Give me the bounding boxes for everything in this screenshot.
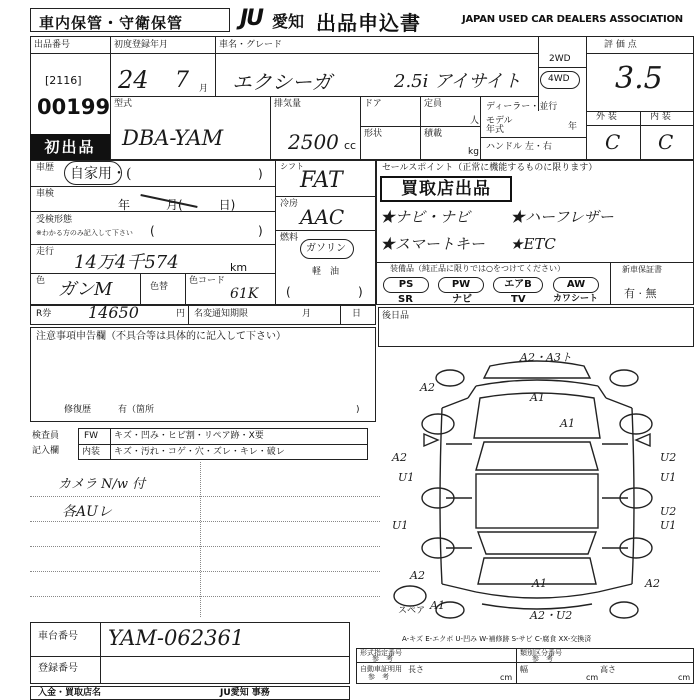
bottom-strip-label: 入金・買取店名 — [38, 688, 102, 698]
note-line-1: カメラ N/w 付 — [58, 477, 146, 492]
color-change-label: 色替 — [150, 282, 169, 292]
recycle-yen: 円 — [176, 309, 186, 319]
first-reg-month: 7 — [175, 68, 189, 93]
dealer-parallel: ディーラー・並行 — [486, 102, 558, 112]
drive-4wd: 4WD — [548, 74, 570, 84]
color-code: 61K — [230, 286, 259, 302]
capacity-unit: 人 — [470, 116, 480, 126]
sales-point-3: ★スマートキー — [380, 235, 485, 253]
score-label: 評 価 点 — [604, 40, 637, 50]
caution-label: 注意事項申告欄（不具合等は具体的に記入して下さい） — [36, 331, 286, 342]
lot-number: 00199 — [37, 95, 111, 119]
load-unit: kg — [468, 147, 479, 157]
org-logo: JU — [240, 6, 263, 31]
sales-point-4: ★ETC — [510, 235, 556, 253]
spec-width: 幅 — [520, 665, 528, 674]
fuel-paren-open: ( — [286, 285, 291, 299]
name-change-label: 名変通知期限 — [194, 309, 249, 319]
spec-cm-3: cm — [678, 673, 691, 682]
mark-roof: A1 — [560, 417, 575, 430]
spec-ref-1: 参 考 — [372, 655, 393, 663]
registration-number-label: 登録番号 — [38, 663, 78, 674]
first-reg-year: 24 — [118, 66, 149, 94]
equip-ps: PS — [383, 277, 429, 293]
shift-value: FAT — [300, 168, 343, 193]
equip-navi: ナビ — [452, 294, 472, 305]
sales-point-title: セールスポイント（正常に機能するものに限ります） — [382, 163, 598, 173]
model-year-label: モデル 年式 — [486, 116, 513, 136]
interior-grade: C — [658, 130, 674, 154]
displacement-value: 2500 — [288, 130, 339, 154]
fw-items: キズ・凹み・ヒビ割・リペア跡・X要 — [114, 431, 264, 441]
use-label: 車歴 — [36, 163, 55, 173]
cert-sub: 参 考 — [368, 673, 389, 681]
spec-title-1: 形式指定番号 — [360, 649, 402, 657]
repair-value: 有（箇所 — [118, 405, 155, 415]
year-unit: 年 — [568, 122, 578, 132]
mark-hood: A1 — [530, 391, 545, 404]
equip-leather: カワシート — [553, 294, 599, 304]
spec-height: 高さ — [600, 665, 616, 674]
type-label: 型式 — [114, 99, 133, 109]
chassis-label: 車台番号 — [38, 631, 78, 642]
use-close: ) — [258, 167, 263, 181]
bottom-strip-right: JU愛知 事務 — [220, 688, 270, 698]
ac-value: AAC — [300, 205, 345, 229]
lot-label: 出品番号 — [34, 40, 71, 50]
repair-label: 修復歴 — [64, 405, 92, 415]
warranty-value: 有 · 無 — [624, 287, 657, 300]
after-items-box — [378, 307, 694, 347]
equipment-title: 装備品（純正品に限りでは○をつけてください） — [390, 264, 565, 273]
sales-point-2: ★ハーフレザー — [510, 208, 614, 226]
receiving-label: 受検形態 — [36, 215, 73, 225]
fuel-label: 燃料 — [280, 233, 299, 243]
capacity-label: 定員 — [424, 99, 443, 109]
mark-front-bumper: A2・A3ト — [520, 351, 572, 364]
mark-right-fender: U2 — [660, 451, 677, 464]
mark-front-left: A2 — [420, 381, 435, 394]
recycle-label: R券 — [36, 309, 52, 319]
spec-title-2: 類別区分番号 — [520, 649, 562, 657]
note-line-2: 各AUレ — [62, 504, 112, 520]
recycle-value: 14650 — [88, 303, 139, 322]
mark-right-door-rear: U1 — [660, 519, 677, 532]
mileage-unit: km — [230, 261, 248, 274]
model-grade-label: 車名・グレード — [219, 40, 283, 50]
entry-label: 記入欄 — [32, 446, 60, 456]
equip-pw: PW — [438, 277, 484, 293]
light-oil-label: 軽 油 — [312, 267, 340, 277]
displacement-label: 排気量 — [274, 99, 302, 109]
shift-label: シフト — [280, 162, 304, 171]
association-name: JAPAN USED CAR DEALERS ASSOCIATION — [462, 14, 683, 25]
after-items-label: 後日品 — [382, 311, 410, 321]
color-code-label: 色コード — [189, 276, 226, 286]
drive-2wd: 2WD — [549, 54, 571, 64]
spec-ref-2: 参 考 — [532, 655, 553, 663]
mark-rear-lower: A1 — [430, 599, 445, 612]
name-change-day: 日 — [352, 309, 362, 319]
mark-rear-left: A2 — [410, 569, 425, 582]
mark-right-door-front: U1 — [660, 471, 677, 484]
load-label: 積載 — [424, 129, 443, 139]
receiving-close: ) — [258, 224, 263, 238]
mark-left-door-front: U1 — [398, 471, 415, 484]
receiving-note: ※わかる方のみ記入して下さい — [36, 229, 133, 237]
doors-label: ドア — [364, 99, 382, 109]
interior-label: 内 装 — [650, 112, 671, 122]
receiving-paren: ( — [150, 224, 155, 238]
fw-label: FW — [84, 431, 99, 441]
inspection-line: 年 月( 日) — [118, 198, 236, 212]
org-name: 愛知 — [272, 12, 305, 31]
int-items: キズ・汚れ・コゲ・穴・ズレ・キレ・破レ — [114, 447, 285, 457]
score-value: 3.5 — [615, 61, 663, 96]
storage-note: 車内保管・守衛保管 — [39, 14, 184, 32]
equip-airbag: エアB — [493, 277, 543, 293]
spare-label: スペア — [398, 606, 426, 616]
model-name: エクシーガ — [232, 70, 332, 94]
shape-label: 形状 — [364, 129, 383, 139]
displacement-unit: cc — [344, 139, 357, 152]
mark-left-door-rear: U1 — [392, 519, 409, 532]
model-grade: 2.5i アイサイト — [394, 71, 522, 92]
color-label: 色 — [36, 276, 46, 286]
storage-note-box — [30, 8, 230, 32]
exterior-grade: C — [605, 130, 621, 154]
chassis-number: YAM-062361 — [108, 626, 245, 650]
mileage-value: 14万4千574 — [74, 252, 179, 273]
fuel-paren-close: ) — [358, 285, 363, 299]
damage-legend: A-キズ E-エクボ U-凹み W-補修跡 S-サビ C-腐食 XX-交換済 — [402, 635, 592, 643]
color-value: ガンM — [58, 279, 113, 300]
inspector-label: 検査員 — [32, 431, 60, 441]
fuel-value: ガソリン — [306, 243, 346, 254]
type-value: DBA-YAM — [122, 126, 224, 150]
use-circle — [64, 161, 122, 185]
ac-label: 冷房 — [280, 199, 299, 209]
buyer-store-stamp: 買取店出品 — [380, 176, 512, 202]
warranty-label: 新車保証書 — [622, 265, 662, 274]
int-label: 内装 — [82, 447, 101, 457]
use-value: 自家用・( — [70, 166, 132, 182]
first-reg-label: 初度登録年月 — [114, 40, 169, 50]
equip-sr: SR — [398, 294, 413, 305]
repair-close: ) — [356, 405, 360, 415]
equip-aw: AW — [553, 277, 599, 293]
mark-left-fender: A2 — [392, 451, 407, 464]
mileage-label: 走行 — [36, 247, 55, 257]
mark-right-rear-u2: U2 — [660, 505, 677, 518]
spec-length: 長さ — [408, 665, 424, 674]
equip-tv: TV — [511, 294, 526, 305]
form-title: 出品申込書 — [316, 11, 421, 35]
sales-point-1: ★ナビ・ナビ — [380, 208, 471, 226]
lot-code: [2116] — [45, 74, 82, 87]
first-listing-badge: 初出品 — [30, 134, 110, 160]
mark-trunk: A1 — [532, 577, 547, 590]
name-change-month: 月 — [302, 309, 312, 319]
handle-label: ハンドル 左・右 — [486, 142, 552, 152]
cert-label: 自動車証明用 — [360, 665, 402, 673]
spec-cm-1: cm — [500, 673, 513, 682]
mark-rear-bumper: A2・U2 — [530, 609, 573, 622]
exterior-label: 外 装 — [596, 112, 617, 122]
inspection-label: 車検 — [36, 189, 55, 199]
spec-cm-2: cm — [586, 673, 599, 682]
month-suffix: 月 — [199, 84, 209, 94]
mark-rear-right: A2 — [645, 577, 660, 590]
